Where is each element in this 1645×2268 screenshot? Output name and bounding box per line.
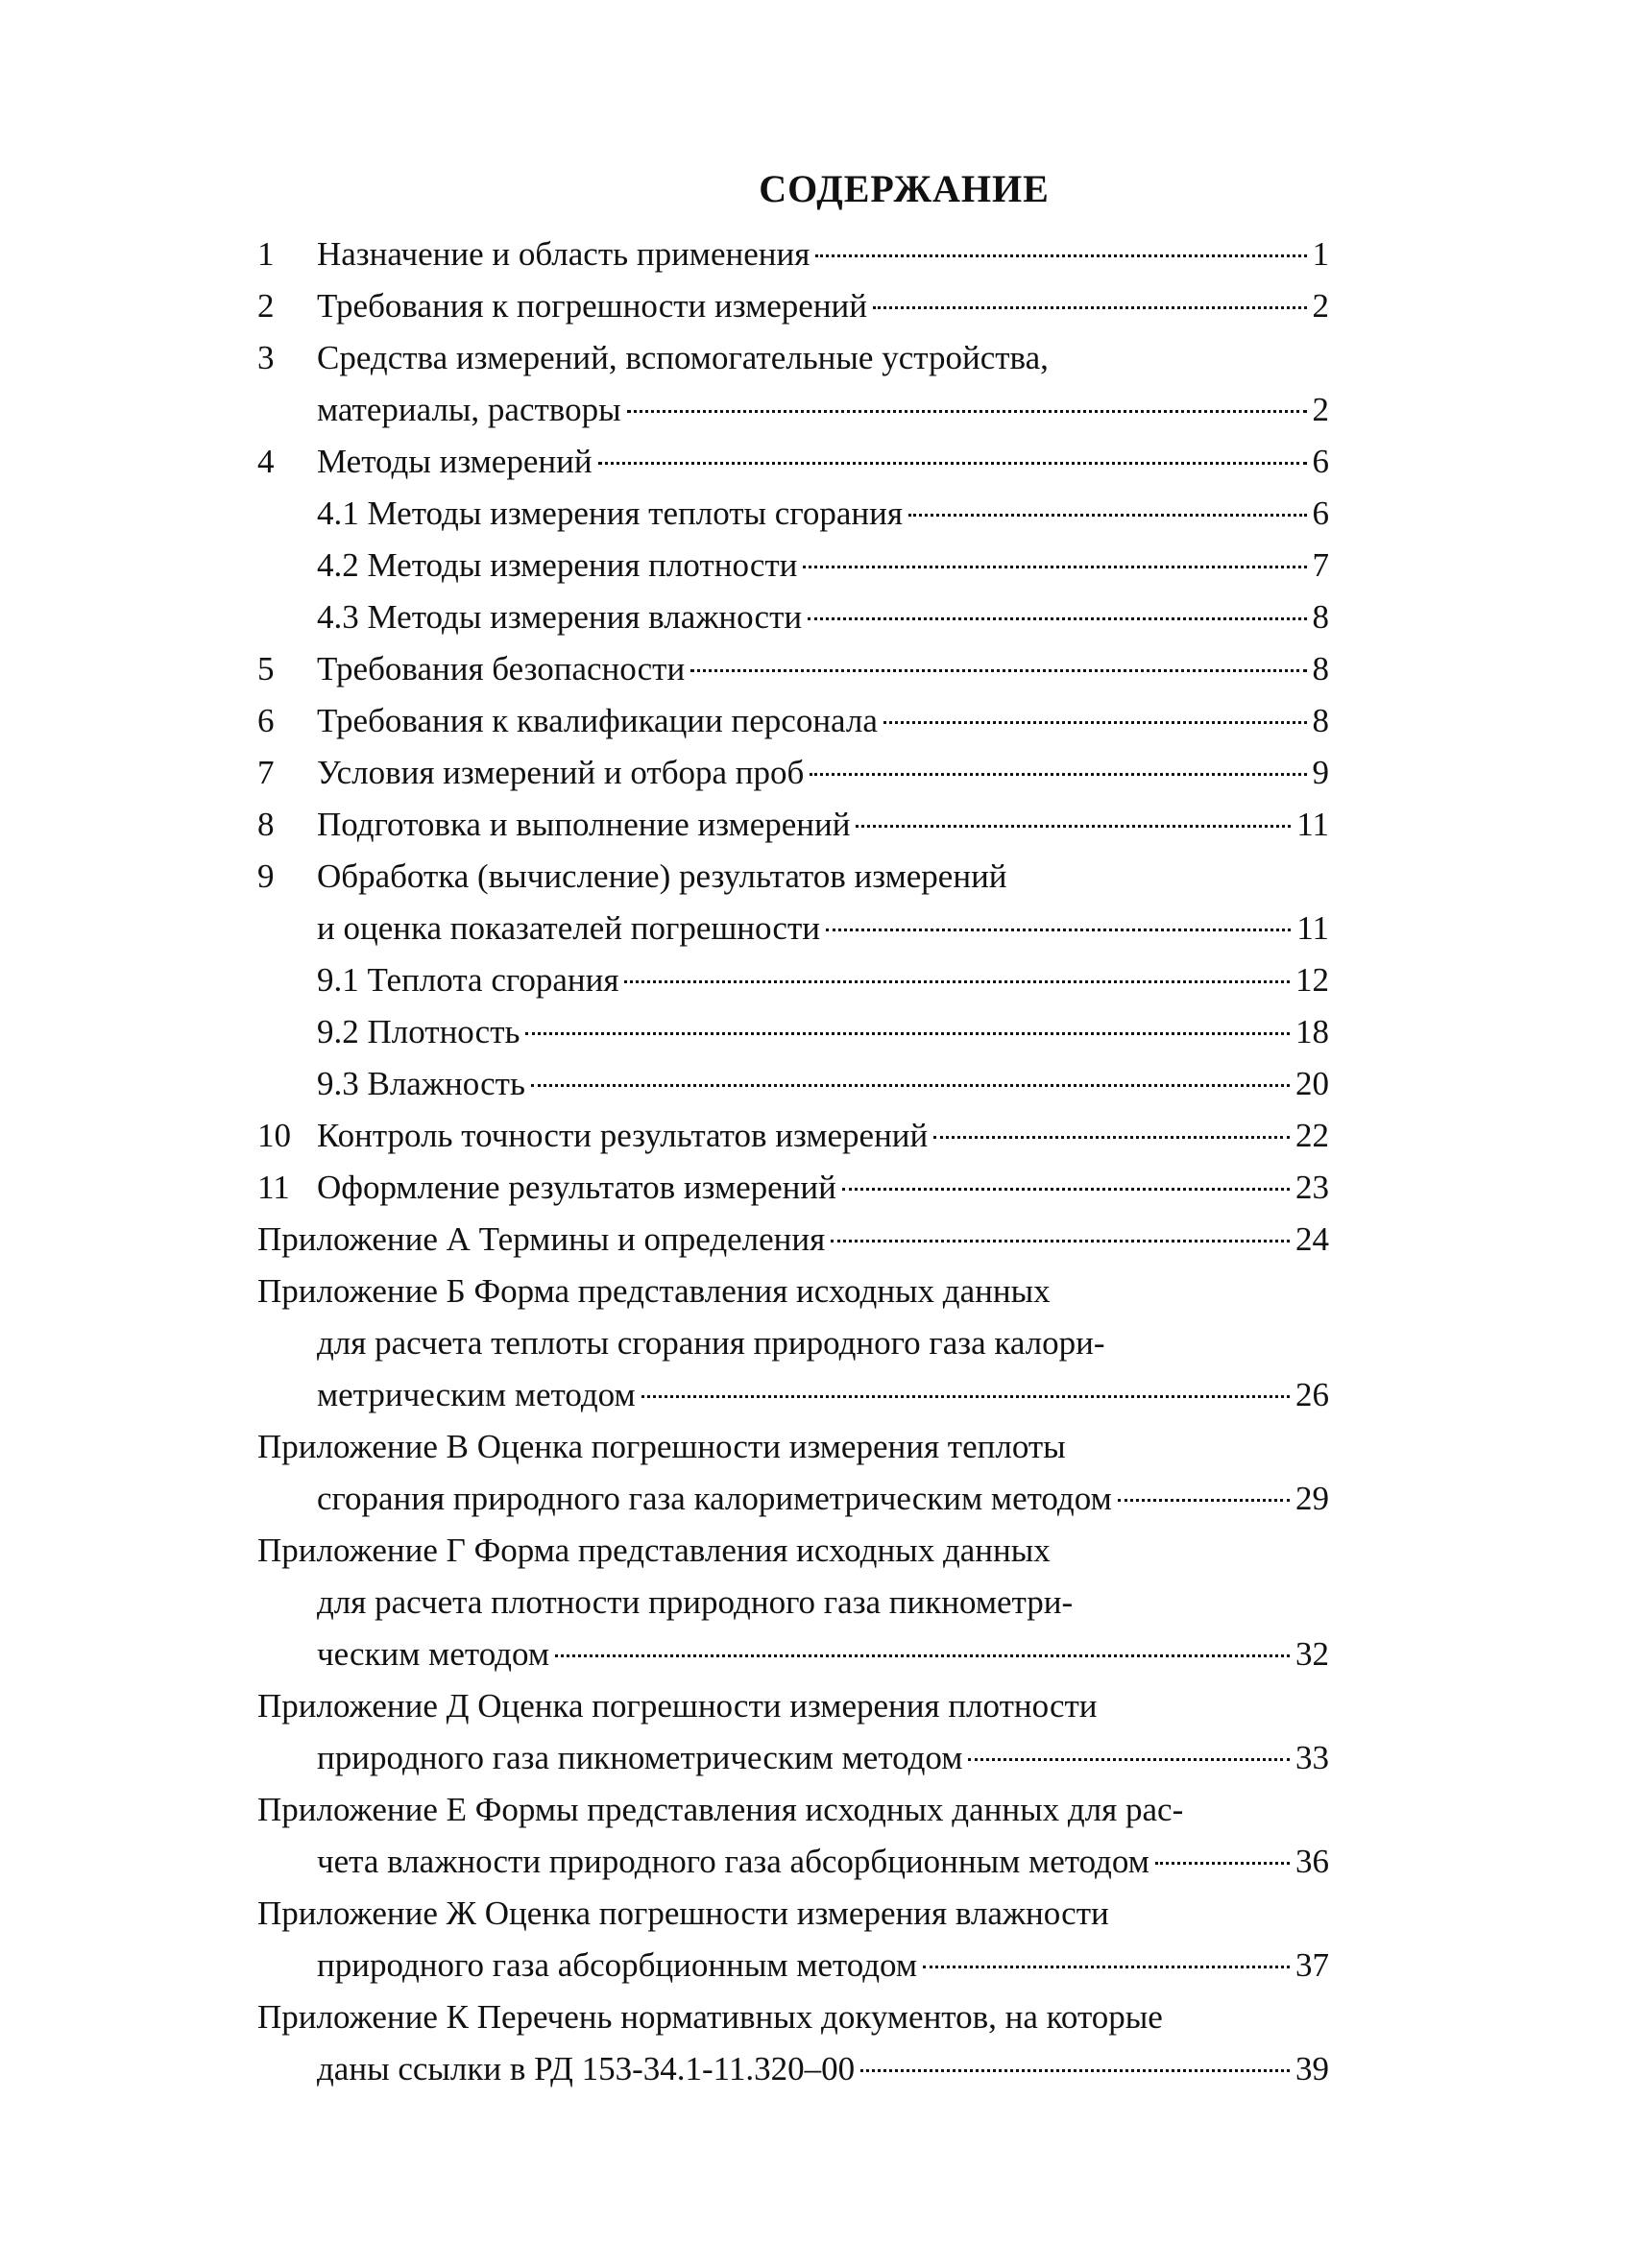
toc-appendix-title-cont: природного газа абсорбционным методом — [317, 1946, 918, 1984]
dot-leader — [933, 1136, 1290, 1139]
toc-entry-page: 37 — [1295, 1946, 1329, 1984]
dot-leader — [883, 721, 1307, 724]
dot-leader — [641, 1395, 1290, 1398]
dot-leader — [860, 2069, 1290, 2072]
toc-entry-title: Контроль точности результатов измерений — [317, 1117, 929, 1154]
toc-entry-title: Подготовка и выполнение измерений — [317, 806, 851, 843]
toc-entry-page: 22 — [1295, 1117, 1329, 1154]
toc-entry-page: 18 — [1295, 1013, 1329, 1050]
dot-leader — [923, 1966, 1290, 1968]
toc-appendix-title-cont: для расчета теплоты сгорания природного газа калори- — [317, 1324, 1105, 1362]
toc-entry-page: 20 — [1295, 1065, 1329, 1102]
toc-entry-number: 7 — [257, 754, 275, 791]
toc-subentry — [257, 1058, 1329, 1110]
dot-leader — [815, 254, 1306, 257]
toc-appendix-title: Приложение В Оценка погрешности измерения теплоты — [257, 1428, 1066, 1465]
dot-leader — [690, 669, 1306, 672]
toc-entry-title: Условия измерений и отбора проб — [317, 754, 805, 791]
dot-leader — [826, 929, 1291, 931]
toc-appendix-continuation — [257, 1629, 1329, 1680]
toc-subentry — [257, 591, 1329, 643]
page-title: СОДЕРЖАНИЕ — [759, 167, 1050, 210]
toc-entry-number: 1 — [257, 235, 275, 273]
toc-appendix-continuation — [257, 1836, 1329, 1888]
toc-appendix-entry — [257, 1888, 1329, 1940]
toc-appendix-entry — [257, 1266, 1329, 1317]
toc-entry — [257, 1162, 1329, 1214]
toc-entry — [257, 695, 1329, 747]
toc-appendix-entry — [257, 1991, 1329, 2043]
dot-leader — [803, 566, 1306, 568]
toc-entry-page: 2 — [1312, 287, 1329, 325]
dot-leader — [908, 514, 1307, 517]
dot-leader — [624, 980, 1290, 983]
toc-entry-title: Средства измерений, вспомогательные устройства, — [317, 339, 1049, 376]
toc-entry-number: 10 — [257, 1117, 291, 1154]
dot-leader — [627, 410, 1307, 413]
dot-leader — [808, 617, 1306, 620]
toc-entry-number: 9 — [257, 857, 275, 895]
toc-entry-title: 4.3 Методы измерения влажности — [317, 598, 803, 636]
toc-entry-page: 12 — [1295, 961, 1329, 999]
toc-entry-page: 9 — [1312, 754, 1329, 791]
dot-leader — [810, 773, 1306, 776]
dot-leader — [555, 1654, 1290, 1657]
toc-appendix-title: Приложение К Перечень нормативных документов, на которые — [257, 1998, 1163, 2036]
toc-appendix-title-cont: даны ссылки в РД 153-34.1-11.320–00 — [317, 2050, 856, 2087]
toc-appendix-entry — [257, 1421, 1329, 1473]
toc-appendix-title-cont: природного газа пикнометрическим методом — [317, 1739, 963, 1776]
toc-appendix-continuation — [257, 1577, 1329, 1629]
toc-entry-title: Методы измерений — [317, 443, 593, 480]
toc-entry-page: 6 — [1312, 495, 1329, 532]
toc-appendix-entry — [257, 1784, 1329, 1836]
toc-entry — [257, 436, 1329, 488]
toc-entry-page: 11 — [1296, 806, 1329, 843]
toc-appendix-continuation — [257, 1940, 1329, 1991]
toc-entry-page: 7 — [1312, 546, 1329, 584]
toc-entry-continuation — [257, 384, 1329, 436]
dot-leader — [531, 1084, 1290, 1087]
dot-leader — [1155, 1862, 1290, 1865]
toc-entry-title: 4.1 Методы измерения теплоты сгорания — [317, 495, 903, 532]
toc-appendix-title: Приложение А Термины и определения — [257, 1220, 826, 1258]
toc-entry-page: 23 — [1295, 1169, 1329, 1206]
toc-entry-number: 5 — [257, 650, 275, 688]
toc-entry-page: 8 — [1312, 702, 1329, 739]
toc-entry-title: Обработка (вычисление) результатов измерений — [317, 857, 1007, 895]
toc-appendix-title: Приложение Д Оценка погрешности измерения плотности — [257, 1687, 1098, 1725]
toc-entry-page: 32 — [1295, 1635, 1329, 1673]
toc-entry-page: 8 — [1312, 650, 1329, 688]
toc-entry-page: 24 — [1295, 1220, 1329, 1258]
toc-entry-page: 2 — [1312, 391, 1329, 428]
toc-entry-number: 6 — [257, 702, 275, 739]
toc-appendix-entry — [257, 1525, 1329, 1577]
toc-appendix-continuation — [257, 1732, 1329, 1784]
toc-entry — [257, 229, 1329, 280]
toc-appendix-title: Приложение Е Формы представления исходных данных для рас- — [257, 1791, 1184, 1828]
toc-entry-number: 2 — [257, 287, 275, 325]
toc-appendix-title-cont: чета влажности природного газа абсорбционным методом — [317, 1843, 1149, 1880]
toc-entry — [257, 851, 1329, 903]
toc-entry — [257, 280, 1329, 332]
table-of-contents — [257, 229, 1329, 2095]
toc-entry-page: 6 — [1312, 443, 1329, 480]
toc-entry — [257, 1110, 1329, 1162]
toc-entry-number: 11 — [257, 1169, 290, 1206]
toc-subentry — [257, 540, 1329, 591]
toc-appendix-entry — [257, 1680, 1329, 1732]
toc-appendix-continuation — [257, 1317, 1329, 1369]
toc-entry-page: 11 — [1296, 909, 1329, 947]
toc-entry-title: Оформление результатов измерений — [317, 1169, 836, 1206]
toc-entry-page: 26 — [1295, 1376, 1329, 1413]
toc-entry-number: 3 — [257, 339, 275, 376]
dot-leader — [968, 1758, 1290, 1761]
toc-appendix-continuation — [257, 1473, 1329, 1525]
toc-entry — [257, 643, 1329, 695]
dot-leader — [1118, 1499, 1290, 1502]
toc-entry-title: 9.3 Влажность — [317, 1065, 525, 1102]
dot-leader — [525, 1032, 1290, 1035]
toc-appendix-title-cont: метрическим методом — [317, 1376, 636, 1413]
toc-entry-page: 1 — [1312, 235, 1329, 273]
toc-appendix-title-cont: сгорания природного газа калориметрическим методом — [317, 1480, 1112, 1517]
toc-appendix-entry — [257, 1214, 1329, 1266]
toc-subentry — [257, 488, 1329, 540]
toc-entry-title-cont: материалы, растворы — [317, 391, 621, 428]
toc-entry-page: 36 — [1295, 1843, 1329, 1880]
toc-appendix-title: Приложение Г Форма представления исходных данных — [257, 1532, 1051, 1569]
toc-entry-title-cont: и оценка показателей погрешности — [317, 909, 820, 947]
toc-entry-page: 29 — [1295, 1480, 1329, 1517]
dot-leader — [873, 306, 1306, 309]
toc-entry-title: 4.2 Методы измерения плотности — [317, 546, 798, 584]
toc-appendix-title-cont: ческим методом — [317, 1635, 549, 1673]
toc-entry-title: 9.1 Теплота сгорания — [317, 961, 619, 999]
toc-entry — [257, 747, 1329, 799]
toc-appendix-continuation — [257, 2043, 1329, 2095]
toc-entry-continuation — [257, 903, 1329, 954]
toc-subentry — [257, 954, 1329, 1006]
toc-appendix-title: Приложение Б Форма представления исходных данных — [257, 1272, 1051, 1310]
toc-entry-title: Назначение и область применения — [317, 235, 810, 273]
dot-leader — [842, 1188, 1290, 1191]
toc-entry-page: 8 — [1312, 598, 1329, 636]
dot-leader — [598, 462, 1307, 465]
toc-entry-page: 33 — [1295, 1739, 1329, 1776]
toc-entry-page: 39 — [1295, 2050, 1329, 2087]
toc-entry-title: Требования к погрешности измерений — [317, 287, 868, 325]
toc-appendix-continuation — [257, 1369, 1329, 1421]
toc-entry-number: 8 — [257, 806, 275, 843]
dot-leader — [831, 1240, 1290, 1243]
toc-appendix-title: Приложение Ж Оценка погрешности измерения влажности — [257, 1894, 1109, 1932]
toc-entry-title: 9.2 Плотность — [317, 1013, 520, 1050]
toc-entry — [257, 799, 1329, 851]
toc-entry-title: Требования безопасности — [317, 650, 686, 688]
toc-subentry — [257, 1006, 1329, 1058]
dot-leader — [856, 825, 1291, 828]
toc-entry — [257, 332, 1329, 384]
toc-entry-title: Требования к квалификации персонала — [317, 702, 878, 739]
toc-appendix-title-cont: для расчета плотности природного газа пикнометри- — [317, 1583, 1074, 1621]
toc-entry-number: 4 — [257, 443, 275, 480]
